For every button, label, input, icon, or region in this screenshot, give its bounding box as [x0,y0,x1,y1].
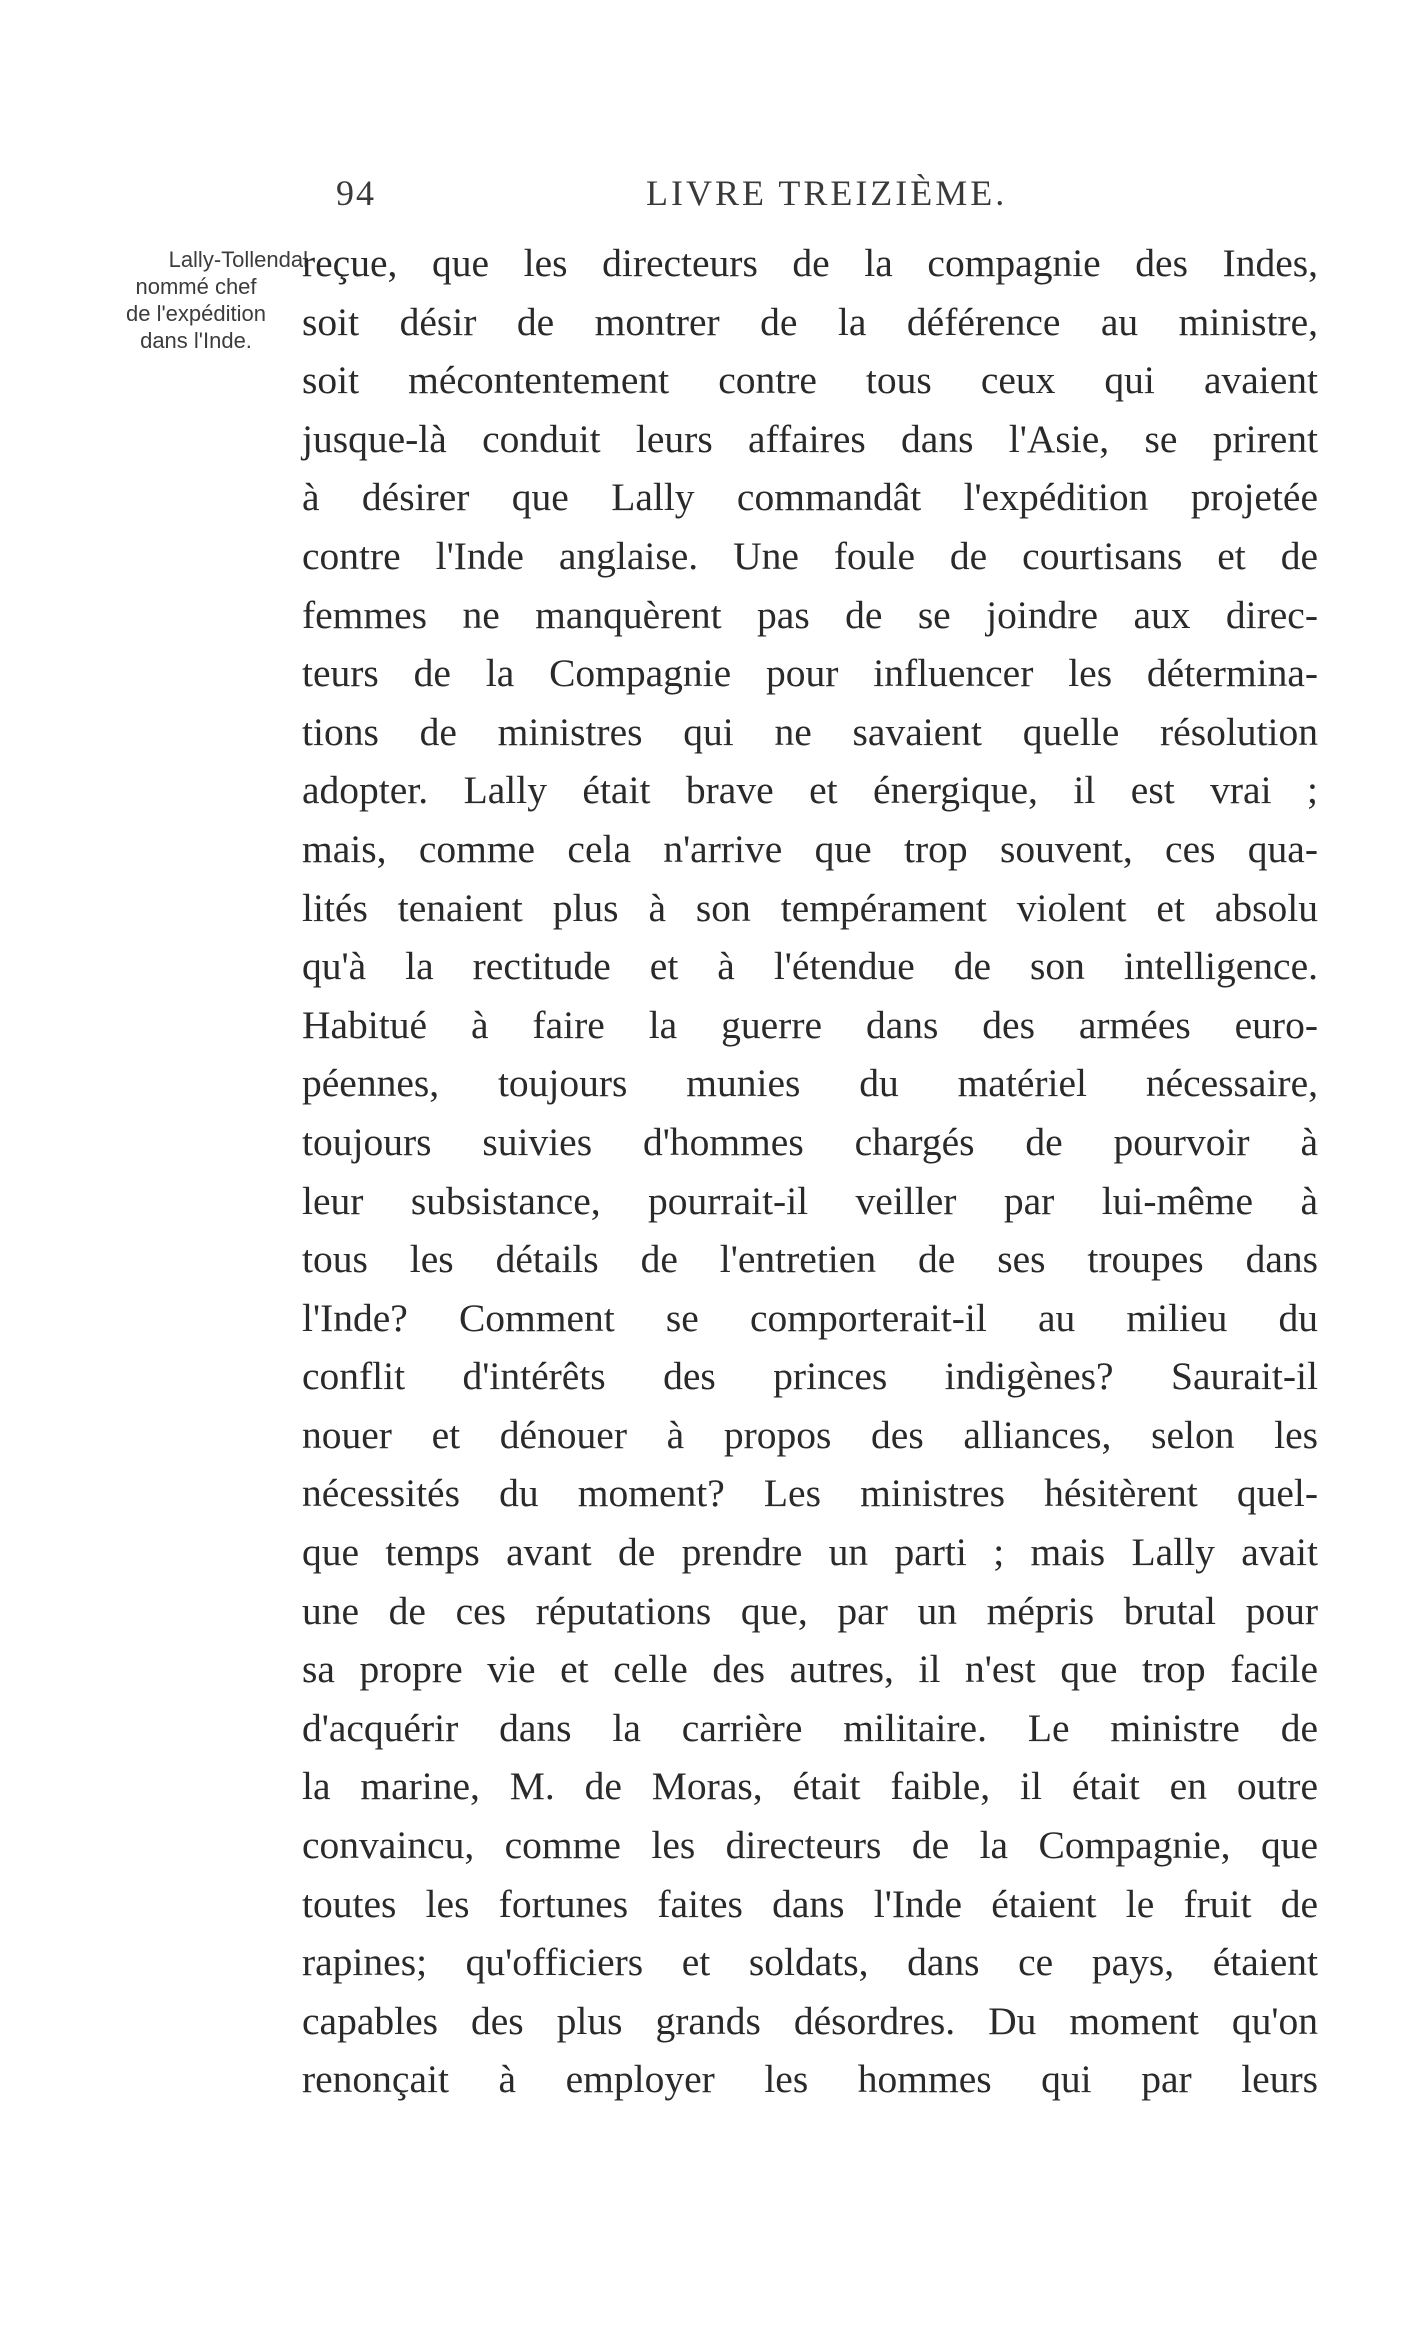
text-line: qu'à la rectitude et à l'étendue de son intelligence. [302,944,1318,989]
text-line: reçue, que les directeurs de la compagnie des Indes, [302,241,1318,285]
text-line: jusque-là conduit leurs affaires dans l'Asie, se prirent [302,416,1318,461]
text-line: convaincu, comme les directeurs de la Compagnie, que [302,1823,1318,1868]
text-line: femmes ne manquèrent pas de se joindre aux direc- [302,592,1318,637]
text-line: d'acquérir dans la carrière militaire. Le ministre de [302,1705,1318,1750]
text-line: tous les détails de l'entretien de ses troupes dans [302,1237,1318,1282]
text-line: nouer et dénouer à propos des alliances, selon les [302,1412,1318,1457]
marginal-note-line: dans l'Inde. [140,328,252,353]
text-line: adopter. Lally était brave et énergique, il est vrai ; [302,768,1318,813]
text-line: mais, comme cela n'arrive que trop souvent, ces qua- [302,826,1318,871]
marginal-note-line: Lally-Tollendal [168,247,308,272]
text-line: soit mécontentement contre tous ceux qui avaient [302,358,1318,403]
marginal-note-line: de l'expédition [126,301,266,326]
text-line: tions de ministres qui ne savaient quelle résolution [302,709,1318,754]
text-line: rapines; qu'officiers et soldats, dans ce pays, étaient [302,1940,1318,1985]
text-line: capables des plus grands désordres. Du moment qu'on [302,1998,1318,2043]
text-line: que temps avant de prendre un parti ; mais Lally avait [302,1530,1318,1575]
page-number: 94 [336,173,376,213]
running-head [300,172,1316,222]
text-line: contre l'Inde anglaise. Une foule de courtisans et de [302,533,1318,578]
text-line: une de ces réputations que, par un mépris brutal pour [302,1588,1318,1633]
body-text [302,234,1318,2109]
text-line: leur subsistance, pourrait-il veiller par lui-même à [302,1178,1318,1223]
marginal-note [76,246,316,354]
text-line: sa propre vie et celle des autres, il n'est que trop facile [302,1647,1318,1692]
text-line: toujours suivies d'hommes chargés de pourvoir à [302,1119,1318,1164]
book-title: LIVRE TREIZIÈME. [646,173,1008,213]
text-line: Habitué à faire la guerre dans des armées euro- [302,1002,1318,1047]
text-line: soit désir de montrer de la déférence au ministre, [302,299,1318,344]
text-line: à désirer que Lally commandât l'expédition projetée [302,475,1318,520]
text-line: conflit d'intérêts des princes indigènes? Saurait-il [302,1354,1318,1399]
text-line: toutes les fortunes faites dans l'Inde étaient le fruit de [302,1881,1318,1926]
text-line: lités tenaient plus à son tempérament violent et absolu [302,885,1318,930]
marginal-note-line: nommé chef [135,274,257,299]
text-line: péennes, toujours munies du matériel nécessaire, [302,1061,1318,1106]
text-line: renonçait à employer les hommes qui par leurs [302,2057,1318,2102]
text-line: nécessités du moment? Les ministres hésitèrent quel- [302,1471,1318,1516]
text-line: l'Inde? Comment se comporterait-il au milieu du [302,1295,1318,1340]
text-line: la marine, M. de Moras, était faible, il était en outre [302,1764,1318,1809]
text-line: teurs de la Compagnie pour influencer les détermina- [302,651,1318,696]
